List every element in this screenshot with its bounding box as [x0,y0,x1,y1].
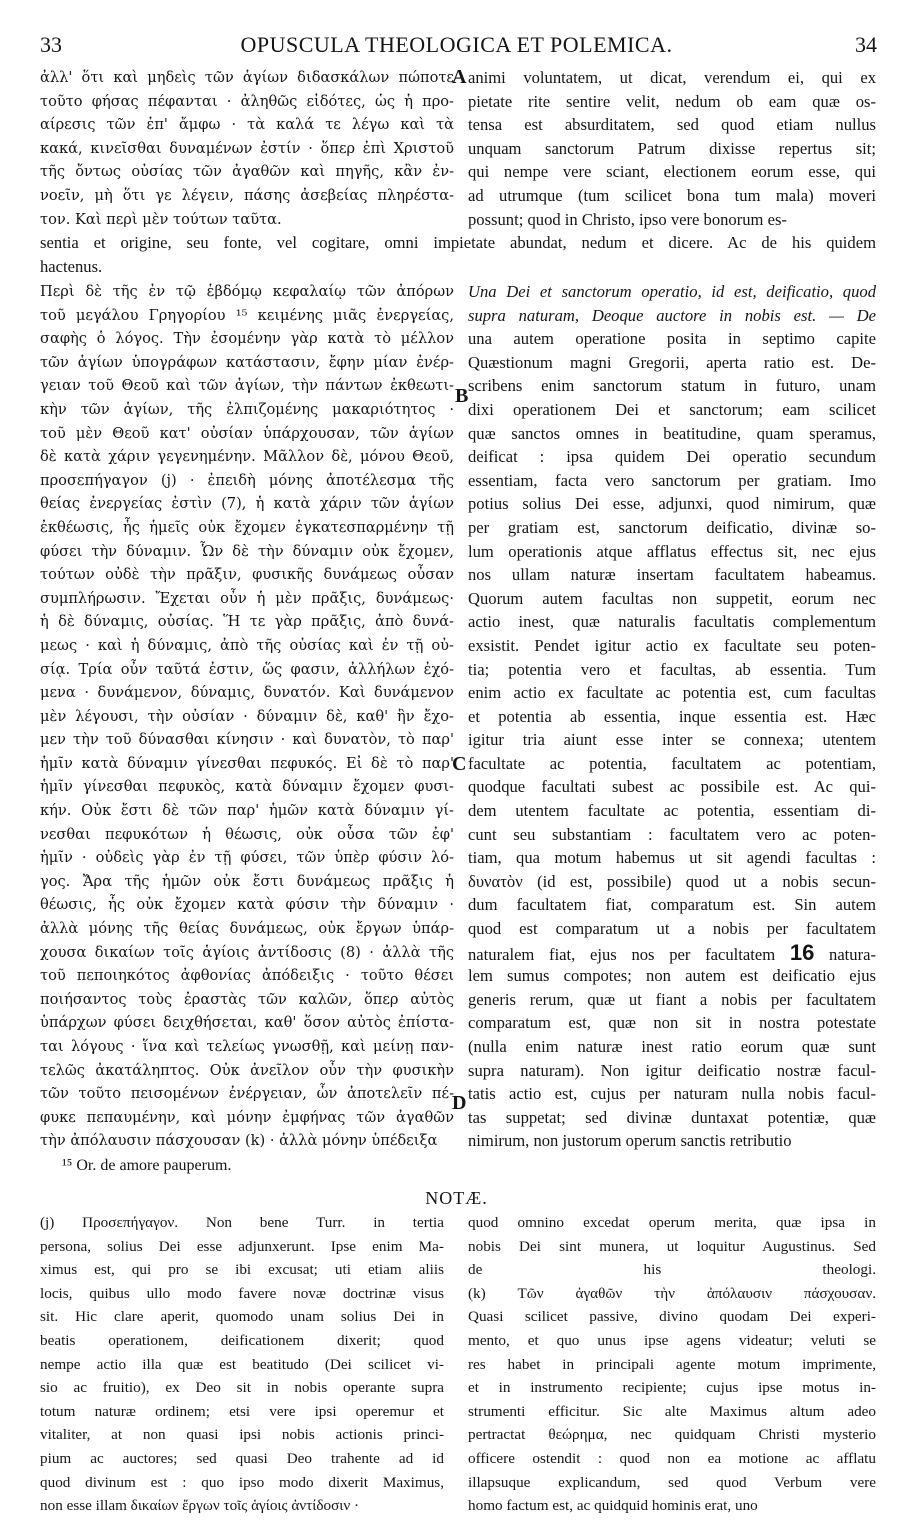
running-title: OPUSCULA THEOLOGICA ET POLEMICA. [240,32,673,57]
text-line: (nulla enim naturæ inest ratio eorum quæ sunt [468,1037,876,1056]
text-line: potius solius Dei esse, adjunxi, quod nimirum, quæ [468,494,876,514]
text-line: strumenti efficitur. Sic alte Maximus altum adeo [468,1402,876,1420]
text-line: essentiam, facta vero sanctorum per gratiam. Imo [468,470,876,490]
text-line: facultate ac potentia, facultatem ac potentiam, [468,753,876,773]
text-line: officere ostendit : quod non ea motione ac afflatu [468,1449,876,1467]
text-line: προσεπήγαγον (j) · ἐπειδὴ μόνης ἀποτέλεσμα τῆς [40,471,454,489]
text-line: comparatum est, quæ non sit in nostra potestate [468,1013,876,1033]
text-line: ἡ δὲ δύναμις, οὐσίας. Ἥ τε γὰρ πρᾶξις, ἀπὸ δυνά- [40,613,454,631]
text-line: ad utrumque (tum scilicet bona tum mala) moveri [468,185,876,205]
text-line: animi voluntatem, ut dicat, verendum ei, qui ex [468,68,876,87]
greek-column-top [40,66,454,231]
text-line: pietate rite sentire velit, nedum ob eam quæ os- [468,91,876,111]
text-line: enim actio ex facultate ac potentia est, cum facultas [468,683,876,703]
text-line: Quorum autem facultas non suppetit, eorum nec [468,588,876,608]
text-line: νεσθαι πεφυκότων ἡ θέωσις, οὐκ οὖσα τῶν ἐφ' [40,825,454,843]
text-line: vitaliter, at non quasi ipsi nobis actionis princi- [40,1426,444,1444]
text-line: totum naturæ ordinem; etsi vere ipsi operemur et [40,1402,444,1420]
text-line: τῶν τοῦτο πεισομένων ἐνέργειαν, ὧν ἀποτελεῖν πέ- [40,1085,454,1103]
text-line: μεως · καὶ ἡ δύναμις, ἀπὸ τῆς οὐσίας καὶ ἐν τῇ οὐ- [40,636,454,654]
text-fragment: natura- [814,944,876,964]
text-line: σίᾳ. Τρία οὖν ταῦτά ἐστιν, ὥς φασιν, ἀλλήλων ἐχό- [40,660,454,678]
text-line: tatis actio est, cujus per naturam nulla nobis facul- [468,1084,876,1104]
text-line: deificat : ipsa quidem Dei operatio secundum [468,447,876,467]
text-line: mento, et quo unus ipse agens videatur; veluti se [468,1331,876,1349]
text-line: generis rerum, quæ ut fiant a nobis per facultatem [468,989,876,1009]
text-line: (j) Προσεπήγαγον. Non bene Turr. in tertia [40,1214,444,1231]
text-line: αίρεσις τῶν ἐπ' ἄμφω · τὰ καλά τε λέγω καὶ τὰ [40,116,454,134]
left-page-number: 33 [40,32,62,57]
text-line: tiam, qua motum habemus ut sit agendi facultas : [468,848,876,868]
text-line: quodque facultati subest ac possibile est. Ac qui- [468,777,876,797]
text-line: ἡμῖν κατὰ δύναμιν γίνεσθαι πεφυκός. Εἰ δὲ τὸ παρ' [40,754,454,772]
text-line: dixi operationem Dei et sanctorum; eam scilicet [468,399,876,419]
notes-right-column [468,1214,876,1516]
text-line: quæ sanctos omnes in beatitudine, quam speramus, [468,423,876,443]
text-line: νοεῖν, μὴ ὅτι γε λέγειν, πάσης ἀσεβείας πληρέστα- [40,186,454,204]
text-line: hactenus. [40,256,103,276]
text-line: μενα · δυνάμενον, δύναμις, δυνατόν. Καὶ δυνάμενον [40,684,454,702]
text-line: tas suppetat; sed divinæ duntaxat potentiæ, quæ [468,1107,876,1127]
text-line: sio ac fruitio), ex Deo sit in nobis operante supra [40,1379,444,1397]
text-line: pertractat θεώρημα, nec quidquam Christi mysterio [468,1426,876,1444]
notes-left-column [40,1214,444,1516]
column-number-mark: 16 [789,940,815,965]
text-line: ποιήσαντος τοὺς ἐραστὰς τῶν καλῶν, ὅπερ αὐτὸς [40,990,454,1008]
text-line: nimirum, non justorum operum sanctis retributio [468,1131,792,1151]
section-marker-d: D [452,1092,467,1114]
text-line: nobis Dei sint munera, ut loquitur Augustinus. Sed [468,1237,876,1255]
text-line: γος. Ἄρα τῆς ἡμῶν οὐκ ἔστι δυνάμεως πρᾶξις ἡ [40,872,454,890]
text-line: qui nempe vere sciant, electionem eorum esse, qui [468,162,876,182]
text-line: cunt seu substantiam : facultatem vero ac poten- [468,824,876,844]
latin-column-top [468,66,876,231]
text-line: συμπλήρωσιν. Ἔχεται οὖν ἡ μὲν πρᾶξις, δυνάμεως· [40,589,454,607]
text-line: sit. Hic clare aperit, quomodo unam solius Dei in [40,1308,444,1326]
text-line: quod omnino excedat operum merita, quæ ipsa in [468,1214,876,1231]
text-line: tia; potentia vero et facultas, ab essentia. Tum [468,659,876,679]
text-line: naturalem fiat, ejus nos per facultatem 16 natura- [468,940,876,965]
text-line: κὴν τῶν ἁγίων, τῆς ἐλπιζομένης μακαριότητος · [40,400,454,418]
text-line: τοῦτο φήσας πέφανται · ἀληθῶς εἰδότες, ὡς ἡ προ- [40,92,454,110]
text-line: φύσει τὴν δύναμιν. Ὧν δὲ τὴν δύναμιν οὐκ ἔχομεν, [40,542,454,560]
text-line: ἀλλ' ὅτι καὶ μηδεὶς τῶν ἁγίων διδασκάλων πώποτε [40,69,454,86]
text-line: actio inest, quæ naturalis facultatis complementum [468,612,876,632]
text-line: homo factum est, ac quidquid hominis erat, uno [468,1497,758,1515]
text-line: de his theologi. [468,1261,876,1279]
text-line: ximus est, qui pro se ibi excusat; uti etiam aliis [40,1261,444,1279]
text-line: exsistit. Pendet igitur actio ex facultate seu poten- [468,635,876,655]
text-line: τῆς ὄντως οὐσίας τῶν ἀγαθῶν καὶ πηγῆς, κἂν ἐν- [40,163,454,181]
text-line: et in instrumento recipiente; cujus ipse motus in- [468,1379,876,1397]
text-line: supra naturam). Non igitur deificatio nostræ facul- [468,1060,876,1080]
text-line: possunt; quod in Christo, ipso vere bonorum es- [468,209,787,229]
greek-column-main [40,280,454,1153]
text-line: tensa est absurditatem, sed quod etiam nullus [468,115,876,135]
text-line: κήν. Οὐκ ἔστι δὲ τῶν παρ' ἡμῶν κατὰ δύναμιν γί- [40,802,454,820]
text-line: φυκε πεπαυμένην, καὶ μόνην ἐμφήνας τῶν ἀγαθῶν [40,1108,454,1126]
text-line: ἐκθέωσις, ἧς ἡμεῖς οὐκ ἔχομεν ἐγκατεσπαρμένην τῇ [40,518,454,536]
text-line: dem utentem facultate ac potentia, essentiam di- [468,801,876,821]
text-line: nos ullam naturæ insertam facultatem habeamus. [468,565,876,585]
text-line: dum facultatem fiat, comparatum est. Sin autem [468,895,876,915]
text-line: μεν τὴν τοῦ δύνασθαι κίνησιν · καὶ δυνατὸν, τὸ παρ' [40,731,454,749]
text-line: pium ac auctores; sed quasi Deo trahente ad id [40,1449,444,1467]
text-line: illapsuque explicandum, sed quod Verbum vere [468,1473,876,1491]
text-line: ἡμῖν · οὐδεὶς γὰρ ἐν τῇ φύσει, τῶν ὑπὲρ φύσιν λό- [40,849,454,867]
text-line: quod est comparatum ut a nobis per facultatem [468,919,876,939]
text-line: τὴν ἀπόλαυσιν πάσχουσαν (k) · ἀλλὰ μόνην ὑπέδειξα [40,1132,438,1150]
text-line: lum operationis atque afflatus effectus sit, nec ejus [468,541,876,561]
notes-heading: NOTÆ. [425,1188,488,1208]
text-line: igitur tria aiunt esse inter se connexa; utentem [468,730,876,750]
text-line: ὑπάρχων φύσει δειχθήσεται, καθ' ὅσον αὐτὸς ἐπίστα- [40,1014,454,1032]
section-marker-c: C [452,753,467,775]
text-line: per gratiam est, sanctorum deificatio, divinæ so- [468,517,876,537]
text-line: θέωσις, ἧς οὐκ ἔχομεν κατὰ φύσιν τὴν δύναμιν · [40,896,454,914]
text-line: τοῦ πεποιηκότος ἀφθονίας ἀπόδειξις · τοῦτο θέσει [40,967,454,985]
text-line: persona, solius Dei esse adjunxerunt. Ipse enim Ma- [40,1237,444,1255]
text-line: et potentia ab essentia, inque essentia est. Hæc [468,706,876,726]
full-width-text [40,231,876,278]
text-line: sentia et origine, seu fonte, vel cogitare, omni impietate abundat, nedum et dicere. Ac de his quidem [40,233,876,252]
text-line: Quæstionum magni Gregorii, aperta ratio est. De- [468,352,876,372]
text-line: ται λόγους · ἵνα καὶ τελείως γνωσθῇ, καὶ μείνῃ παν- [40,1038,454,1055]
text-line: ἀλλὰ μόνης τῆς θείας δυνάμεως, οὐκ ἔργων ὑπάρ- [40,920,454,938]
text-line: τοῦ μεγάλου Γρηγορίου ¹⁵ κειμένης μιᾶς ἐνεργείας, [40,306,454,324]
text-line: Una Dei et sanctorum operatio, id est, deificatio, quod [468,282,876,301]
text-line: τῶν ἁγίων ὑπογράφων κατάστασιν, ἔφην μίαν ἐνέρ- [40,353,454,371]
text-line: unquam sanctorum Patrum dixisse repertus sit; [468,138,876,158]
right-page-number: 34 [855,32,877,57]
text-line: μὲν λέγουσι, τὴν οὐσίαν · δύναμιν δὲ, καθ' ἣν ἔχο- [40,707,454,725]
text-line: lem sumus compotes; non autem est deificatio ejus [468,966,876,986]
footnote: ¹⁵ Or. de amore pauperum. [62,1157,232,1174]
text-line: (k) Τῶν ἀγαθῶν τὴν ἀπόλαυσιν πάσχουσαν. [468,1284,876,1302]
section-marker-a: A [452,66,467,88]
text-line: Περὶ δὲ τῆς ἐν τῷ ἑβδόμῳ κεφαλαίῳ τῶν ἀπόρων [40,283,454,300]
text-line: nempe actio illa quæ est beatitudo (Dei scilicet vi- [40,1355,444,1373]
text-line: res habet in principali agente motum imprimente, [468,1355,876,1373]
text-line: quod divinum est : quo ipso modo dixerit Maximus, [40,1473,444,1491]
text-line: τούτων οὐδὲ τὴν πρᾶξιν, φυσικῆς δυνάμεως οὖσαν [40,566,454,584]
text-line: χουσα δικαίων τοῖς ἁγίοις ἀντίδοσις (8) · ἀλλὰ τῆς [40,943,454,961]
text-line: ἡμῖν γίνεσθαι πεφυκὸς, κατὰ δύναμιν ἔχομεν φυσι- [40,778,454,796]
text-line: τοῦ μὲν Θεοῦ κατ' οὐσίαν ὑπάρχουσαν, τῶν ἁγίων [40,424,454,442]
latin-column-main [468,280,876,1153]
text-line: κακά, κινεῖσθαι δυναμένων ἐστίν · ὅπερ ἐπὶ Χριστοῦ [40,139,454,157]
text-line: θείας ἐνεργείας ἐστὶν (7), ἡ κατὰ χάριν τῶν ἁγίων [40,495,454,513]
text-line: non esse illam δικαίων ἔργων τοῖς ἁγίοις ἀντίδοσιν · [40,1497,360,1515]
text-line: scribens enim sanctorum statum in futuro, unam [468,376,876,396]
text-line: σαφὴς ὁ λόγος. Τὴν ἐσομένην γὰρ κατὰ τὸ μέλλον [40,330,454,348]
text-line: una autem operatione posita in septimo capite [468,329,876,349]
section-marker-b: B [455,385,469,407]
text-line: τον. Καὶ περὶ μὲν τούτων ταῦτα. [40,210,282,228]
text-line: γειαν τοῦ Θεοῦ καὶ τῶν ἁγίων, τὴν πάντων ἐκθεωτι- [40,377,454,395]
text-line: τελῶς ἀκατάληπτος. Οὐκ ἀνεῖλον οὖν τὴν φυσικὴν [40,1061,454,1079]
text-line: locis, quibus ullo modo favere novæ doctrinæ visus [40,1284,444,1302]
text-line: δυνατὸν (id est, possibile) quod ut a nobis secun- [468,871,876,891]
text-line: supra naturam, Deoque auctore in nobis est. — De [468,305,876,325]
text-line: beatis operationem, deificationem dixerit; quod [40,1331,444,1349]
text-line: Quasi scilicet passive, divino quodam Dei experi- [468,1308,876,1326]
text-line: δὲ κατὰ χάριν γεγενημένην. Μᾶλλον δὲ, μόνου Θεοῦ, [40,448,454,466]
